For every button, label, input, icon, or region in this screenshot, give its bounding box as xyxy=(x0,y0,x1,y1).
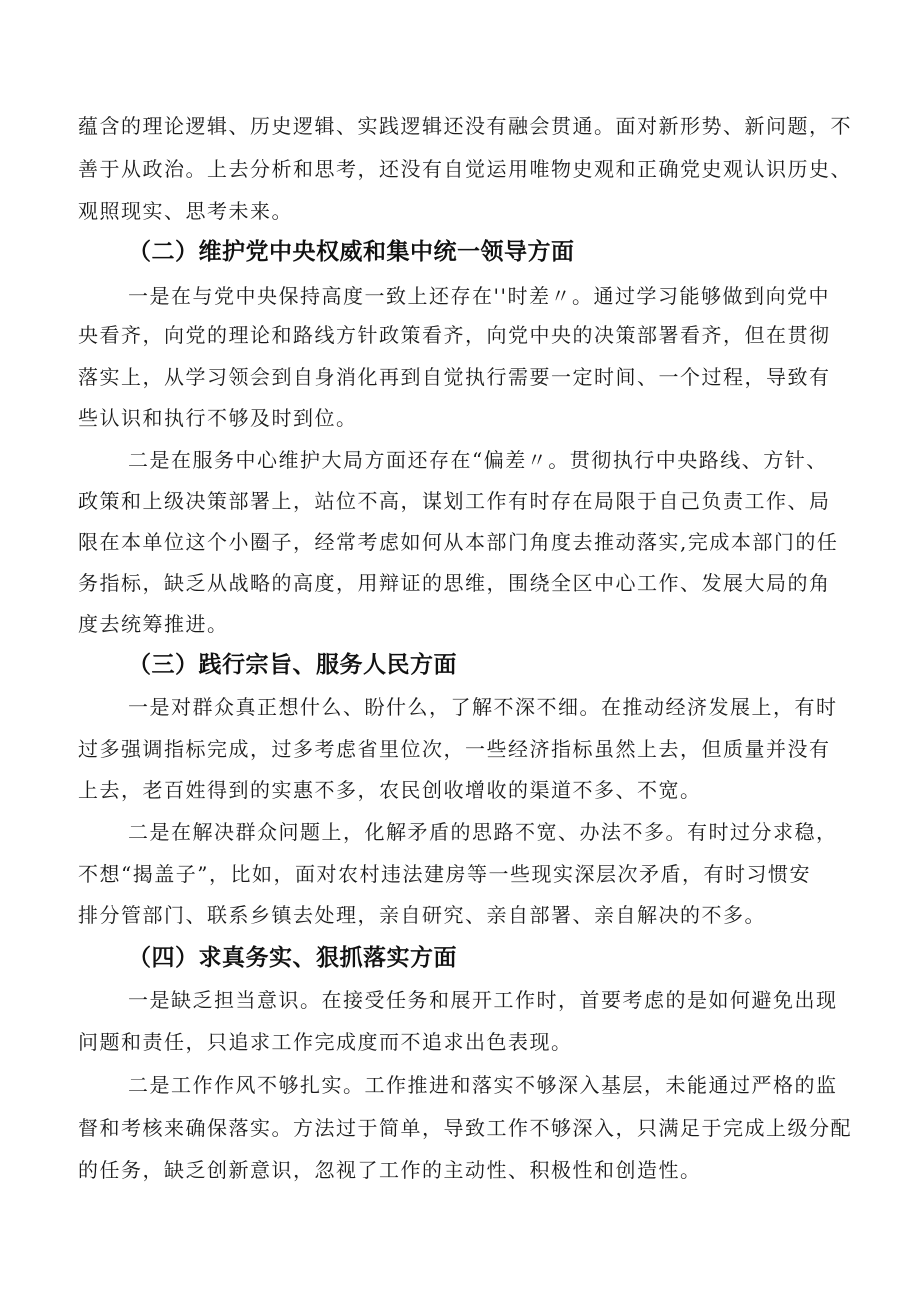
body-line: 督和考核来确保落实。方法过于简单，导致工作不够深入，只满足于完成上级分配 xyxy=(78,1116,852,1140)
body-line: 蕴含的理论逻辑、历史逻辑、实践逻辑还没有融会贯通。面对新形势、新问题，不 xyxy=(78,114,852,138)
body-line: 一是在与党中央保持高度一致上还存在''时差〃。通过学习能够做到向党中 xyxy=(128,284,830,308)
body-line: 一是对群众真正想什么、盼什么，了解不深不细。在推动经济发展上，有时 xyxy=(128,695,838,719)
body-line: 过多强调指标完成，过多考虑省里位次，一些经济指标虽然上去，但质量并没有 xyxy=(78,737,831,761)
body-line: 一是缺乏担当意识。在接受任务和展开工作时，首要考虑的是如何避免出现 xyxy=(128,988,838,1012)
body-line: 政策和上级决策部署上，站位不高，谋划工作有时存在局限于自己负责工作、局 xyxy=(78,489,831,513)
body-line: 二是工作作风不够扎实。工作推进和落实不够深入基层，未能通过严格的监 xyxy=(128,1073,838,1097)
body-line: 央看齐，向党的理论和路线方针政策看齐，向党中央的决策部署看齐，但在贯彻 xyxy=(78,323,831,347)
body-line: 不想“揭盖子”，比如，面对农村违法建房等一些现实深层次矛盾，有时习惯安 xyxy=(78,862,811,886)
body-line: 些认识和执行不够及时到位。 xyxy=(78,406,358,430)
body-line: 落实上，从学习领会到自身消化再到自觉执行需要一定时间、一个过程，导致有 xyxy=(78,365,831,389)
body-line: 问题和责任，只追求工作完成度而不追求出色表现。 xyxy=(78,1030,573,1054)
body-line: 限在本单位这个小圈子，经常考虑如何从本部门角度去推动落实,完成本部门的任 xyxy=(78,530,839,554)
section-heading-4: （四）求真务实、狠抓落实方面 xyxy=(128,945,457,971)
section-heading-2: （二）维护党中央权威和集中统一领导方面 xyxy=(128,239,575,265)
section-heading-3: （三）践行宗旨、服务人民方面 xyxy=(128,652,457,678)
body-line: 观照现实、思考未来。 xyxy=(78,199,293,223)
body-line: 度去统筹推进。 xyxy=(78,612,229,636)
body-line: 二是在解决群众问题上，化解矛盾的思路不宽、办法不多。有时过分求稳， xyxy=(128,820,838,844)
body-line: 善于从政治。上去分析和思考，还没有自觉运用唯物史观和正确党史观认识历史、 xyxy=(78,157,852,181)
body-line: 二是在服务中心维护大局方面还存在“偏差〃。贯彻执行中央路线、方针、 xyxy=(128,448,828,472)
body-line: 排分管部门、联系乡镇去处理，亲自研究、亲自部署、亲自解决的不多。 xyxy=(78,903,766,927)
body-line: 的任务，缺乏创新意识，忽视了工作的主动性、积极性和创造性。 xyxy=(78,1158,702,1182)
body-line: 上去，老百姓得到的实惠不多，农民创收增收的渠道不多、不宽。 xyxy=(78,778,702,802)
body-line: 务指标，缺乏从战略的高度，用辩证的思维，围绕全区中心工作、发展大局的角 xyxy=(78,571,831,595)
